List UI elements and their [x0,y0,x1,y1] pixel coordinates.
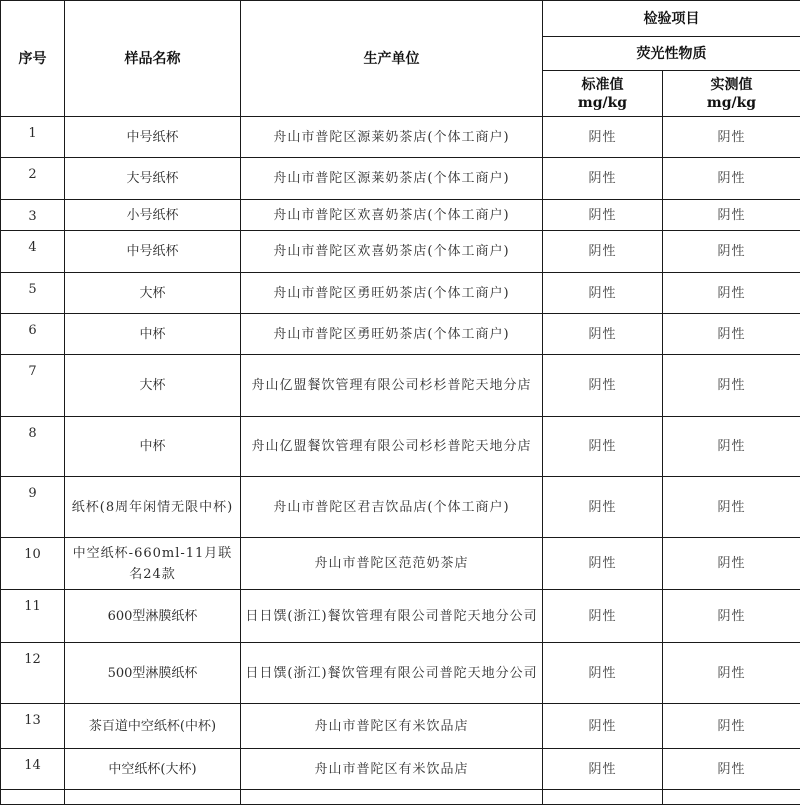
spacer-cell [241,790,543,805]
row-producer: 日日馔(浙江)餐饮管理有限公司普陀天地分公司 [241,590,543,643]
row-measured-value: 阴性 [663,200,800,231]
row-producer: 舟山市普陀区有米饮品店 [241,749,543,790]
table-row [1,538,800,590]
row-standard-value: 阴性 [543,117,663,158]
row-standard-value: 阴性 [543,231,663,273]
row-standard-value: 阴性 [543,590,663,643]
row-seq: 7 [1,355,65,417]
table-row [1,704,800,749]
row-sample-name: 大杯 [65,273,241,314]
row-measured-value: 阴性 [663,417,800,477]
row-producer: 日日馔(浙江)餐饮管理有限公司普陀天地分公司 [241,643,543,704]
table-row [1,417,800,477]
row-seq: 2 [1,158,65,200]
row-measured-value: 阴性 [663,231,800,273]
spacer-cell [663,790,800,805]
row-sample-name: 大杯 [65,355,241,417]
header-measured-label: 实测值 [665,76,798,94]
row-sample-name: 小号纸杯 [65,200,241,231]
row-sample-name: 中空纸杯(大杯) [65,749,241,790]
header-standard-label: 标准值 [545,76,660,94]
table-row-partial [1,790,800,805]
row-standard-value: 阴性 [543,314,663,355]
row-sample-name: 600型淋膜纸杯 [65,590,241,643]
header-measured-unit: mg/kg [665,94,798,112]
row-measured-value: 阴性 [663,117,800,158]
row-seq: 9 [1,477,65,538]
row-measured-value: 阴性 [663,704,800,749]
row-standard-value: 阴性 [543,749,663,790]
row-measured-value: 阴性 [663,643,800,704]
row-standard-value: 阴性 [543,273,663,314]
header-standard-value [543,71,663,117]
row-producer: 舟山亿盟餐饮管理有限公司杉杉普陀天地分店 [241,417,543,477]
row-producer: 舟山市普陀区欢喜奶茶店(个体工商户) [241,200,543,231]
table-row [1,117,800,158]
row-producer: 舟山亿盟餐饮管理有限公司杉杉普陀天地分店 [241,355,543,417]
row-seq: 1 [1,117,65,158]
row-producer: 舟山市普陀区欢喜奶茶店(个体工商户) [241,231,543,273]
row-standard-value: 阴性 [543,704,663,749]
row-standard-value: 阴性 [543,538,663,590]
header-inspection-item: 检验项目 [543,1,800,37]
row-seq: 10 [1,538,65,590]
table-row [1,590,800,643]
row-seq: 12 [1,643,65,704]
row-standard-value: 阴性 [543,643,663,704]
row-producer: 舟山市普陀区源莱奶茶店(个体工商户) [241,158,543,200]
table-row [1,749,800,790]
row-sample-name: 纸杯(8周年闲情无限中杯) [65,477,241,538]
row-measured-value: 阴性 [663,355,800,417]
table-row [1,231,800,273]
row-standard-value: 阴性 [543,477,663,538]
header-standard-unit: mg/kg [545,94,660,112]
table-row [1,477,800,538]
table-row [1,158,800,200]
spacer-cell [543,790,663,805]
row-seq: 6 [1,314,65,355]
row-producer: 舟山市普陀区勇旺奶茶店(个体工商户) [241,273,543,314]
row-sample-name: 中杯 [65,314,241,355]
row-producer: 舟山市普陀区源莱奶茶店(个体工商户) [241,117,543,158]
row-measured-value: 阴性 [663,749,800,790]
row-sample-name: 中号纸杯 [65,117,241,158]
row-measured-value: 阴性 [663,477,800,538]
row-seq: 13 [1,704,65,749]
header-measured-value [663,71,800,117]
table-row [1,273,800,314]
row-standard-value: 阴性 [543,355,663,417]
row-producer: 舟山市普陀区有米饮品店 [241,704,543,749]
row-measured-value: 阴性 [663,273,800,314]
row-measured-value: 阴性 [663,538,800,590]
header-sample-name: 样品名称 [65,1,241,117]
header-fluorescent-substance: 荧光性物质 [543,37,800,71]
row-sample-name: 中号纸杯 [65,231,241,273]
row-standard-value: 阴性 [543,417,663,477]
row-measured-value: 阴性 [663,590,800,643]
row-sample-name: 茶百道中空纸杯(中杯) [65,704,241,749]
row-seq: 11 [1,590,65,643]
row-seq: 4 [1,231,65,273]
row-sample-name: 中杯 [65,417,241,477]
spacer-cell [1,790,65,805]
row-measured-value: 阴性 [663,314,800,355]
table-row [1,643,800,704]
row-producer: 舟山市普陀区范范奶茶店 [241,538,543,590]
row-sample-name: 500型淋膜纸杯 [65,643,241,704]
header-seq: 序号 [1,1,65,117]
row-seq: 8 [1,417,65,477]
row-sample-name: 大号纸杯 [65,158,241,200]
row-standard-value: 阴性 [543,158,663,200]
row-seq: 3 [1,200,65,231]
row-measured-value: 阴性 [663,158,800,200]
row-seq: 5 [1,273,65,314]
table-row [1,200,800,231]
row-seq: 14 [1,749,65,790]
row-standard-value: 阴性 [543,200,663,231]
row-sample-name: 中空纸杯-660ml-11月联名24款 [65,538,241,590]
table-row [1,314,800,355]
table-row [1,355,800,417]
header-producer: 生产单位 [241,1,543,117]
row-producer: 舟山市普陀区勇旺奶茶店(个体工商户) [241,314,543,355]
row-producer: 舟山市普陀区君吉饮品店(个体工商户) [241,477,543,538]
spacer-cell [65,790,241,805]
